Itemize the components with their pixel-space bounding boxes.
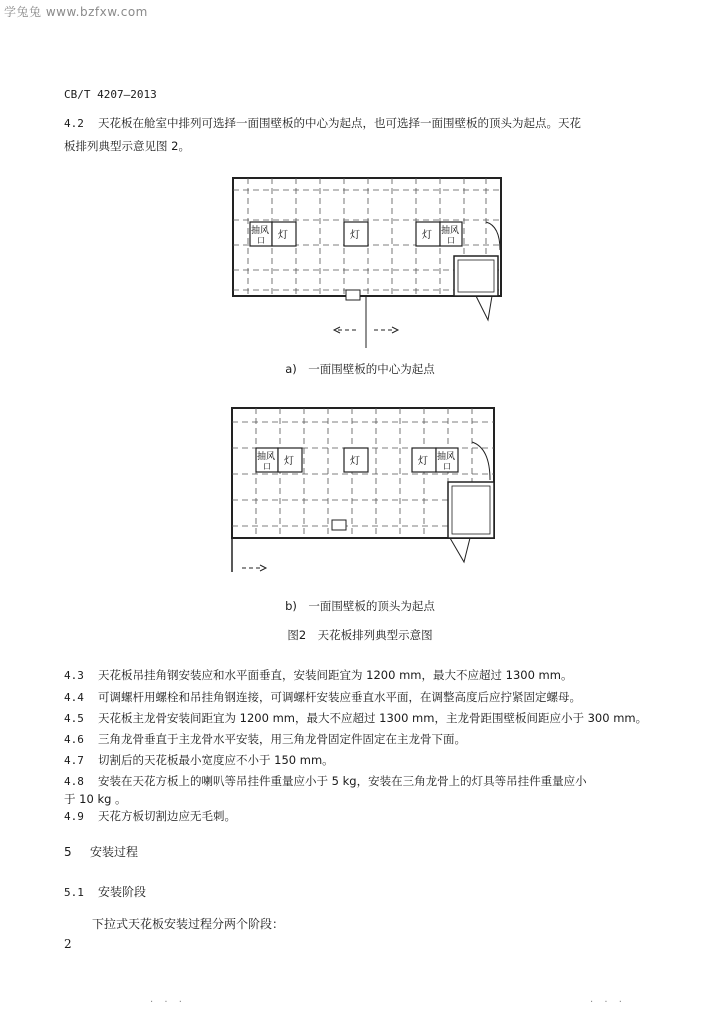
clause-4-9	[64, 806, 236, 826]
figure-title: 图2 天花板排列典型示意图	[287, 628, 433, 642]
section-title: 安装阶段	[98, 885, 147, 899]
clause-text-continued: 板排列典型示意见图 2。	[64, 139, 190, 153]
fan-label: 抽风	[251, 226, 270, 236]
clause-4-4	[64, 687, 581, 707]
light-label: 灯	[418, 456, 428, 467]
clause-text: 天花方板切割边应无毛刺。	[98, 809, 236, 823]
clause-4-5	[64, 708, 647, 728]
section-5-1-heading	[64, 883, 146, 900]
clause-number: 4.7	[64, 754, 84, 767]
watermark: 学兔兔 www.bzfxw.com	[4, 5, 148, 19]
document-code: CB/T 4207—2013	[64, 88, 157, 101]
clause-text: 安装在天花方板上的喇叭等吊挂件重量应小于 5 kg，安装在三角龙骨上的灯具等吊挂件重量应小	[98, 774, 587, 788]
clause-number: 4.9	[64, 810, 84, 823]
fan-mark: 口	[263, 462, 271, 471]
clause-number: 4.3	[64, 669, 84, 682]
fan-label: 抽风	[441, 226, 460, 236]
clause-4-6	[64, 729, 466, 749]
scan-artifact: · · ·	[150, 997, 186, 1008]
fan-mark: 口	[447, 236, 455, 245]
fan-label: 抽风	[257, 452, 276, 462]
clause-4-3	[64, 665, 572, 685]
intro-text: 下拉式天花板安装过程分两个阶段：	[92, 917, 285, 931]
clause-number: 4.6	[64, 733, 84, 746]
clause-text: 切割后的天花板最小宽度应不小于 150 mm。	[98, 753, 334, 767]
clause-number: 4.4	[64, 691, 84, 704]
light-label: 灯	[422, 230, 432, 241]
figure-b-diagram	[224, 402, 514, 582]
section-number: 5.1	[64, 886, 84, 899]
section-title: 安装过程	[90, 845, 139, 859]
clause-text: 天花板在舱室中排列可选择一面围壁板的中心为起点，也可选择一面围壁板的顶头为起点。天花	[98, 116, 581, 130]
clause-number: 4.8	[64, 775, 84, 788]
light-label: 灯	[350, 230, 360, 241]
clause-text: 于 10 kg 。	[64, 792, 127, 806]
fan-label: 抽风	[437, 452, 456, 462]
figure-a-caption: a) 一面围壁板的中心为起点	[285, 362, 435, 376]
page-number: 2	[64, 937, 72, 951]
section-number: 5	[64, 845, 72, 859]
light-label: 灯	[284, 456, 294, 467]
clause-text: 三角龙骨垂直于主龙骨水平安装，用三角龙骨固定件固定在主龙骨下面。	[98, 732, 466, 746]
section-5-heading	[64, 843, 138, 860]
clause-text: 可调螺杆用螺栓和吊挂角钢连接，可调螺杆安装应垂直水平面，在调整高度后应拧紧固定螺母。	[98, 690, 581, 704]
light-label: 灯	[278, 230, 288, 241]
fan-mark: 口	[257, 236, 265, 245]
figure-b-caption: b) 一面围壁板的顶头为起点	[285, 599, 435, 613]
clause-4-8	[64, 771, 587, 791]
clause-text: 天花板主龙骨安装间距宜为 1200 mm，最大不应超过 1300 mm，主龙骨距围壁板间距应小于 300 mm。	[98, 711, 648, 725]
clause-number: 4.5	[64, 712, 84, 725]
clause-text: 天花板吊挂角钢安装应和水平面垂直，安装间距宜为 1200 mm，最大不应超过 1300 mm。	[98, 668, 573, 682]
figure-a-diagram	[228, 170, 518, 350]
light-label: 灯	[350, 456, 360, 467]
fan-mark: 口	[443, 462, 451, 471]
clause-4-7	[64, 750, 334, 770]
clause-number: 4.2	[64, 117, 84, 130]
scan-artifact: · · ·	[590, 997, 626, 1008]
clause-4-2	[64, 112, 664, 157]
